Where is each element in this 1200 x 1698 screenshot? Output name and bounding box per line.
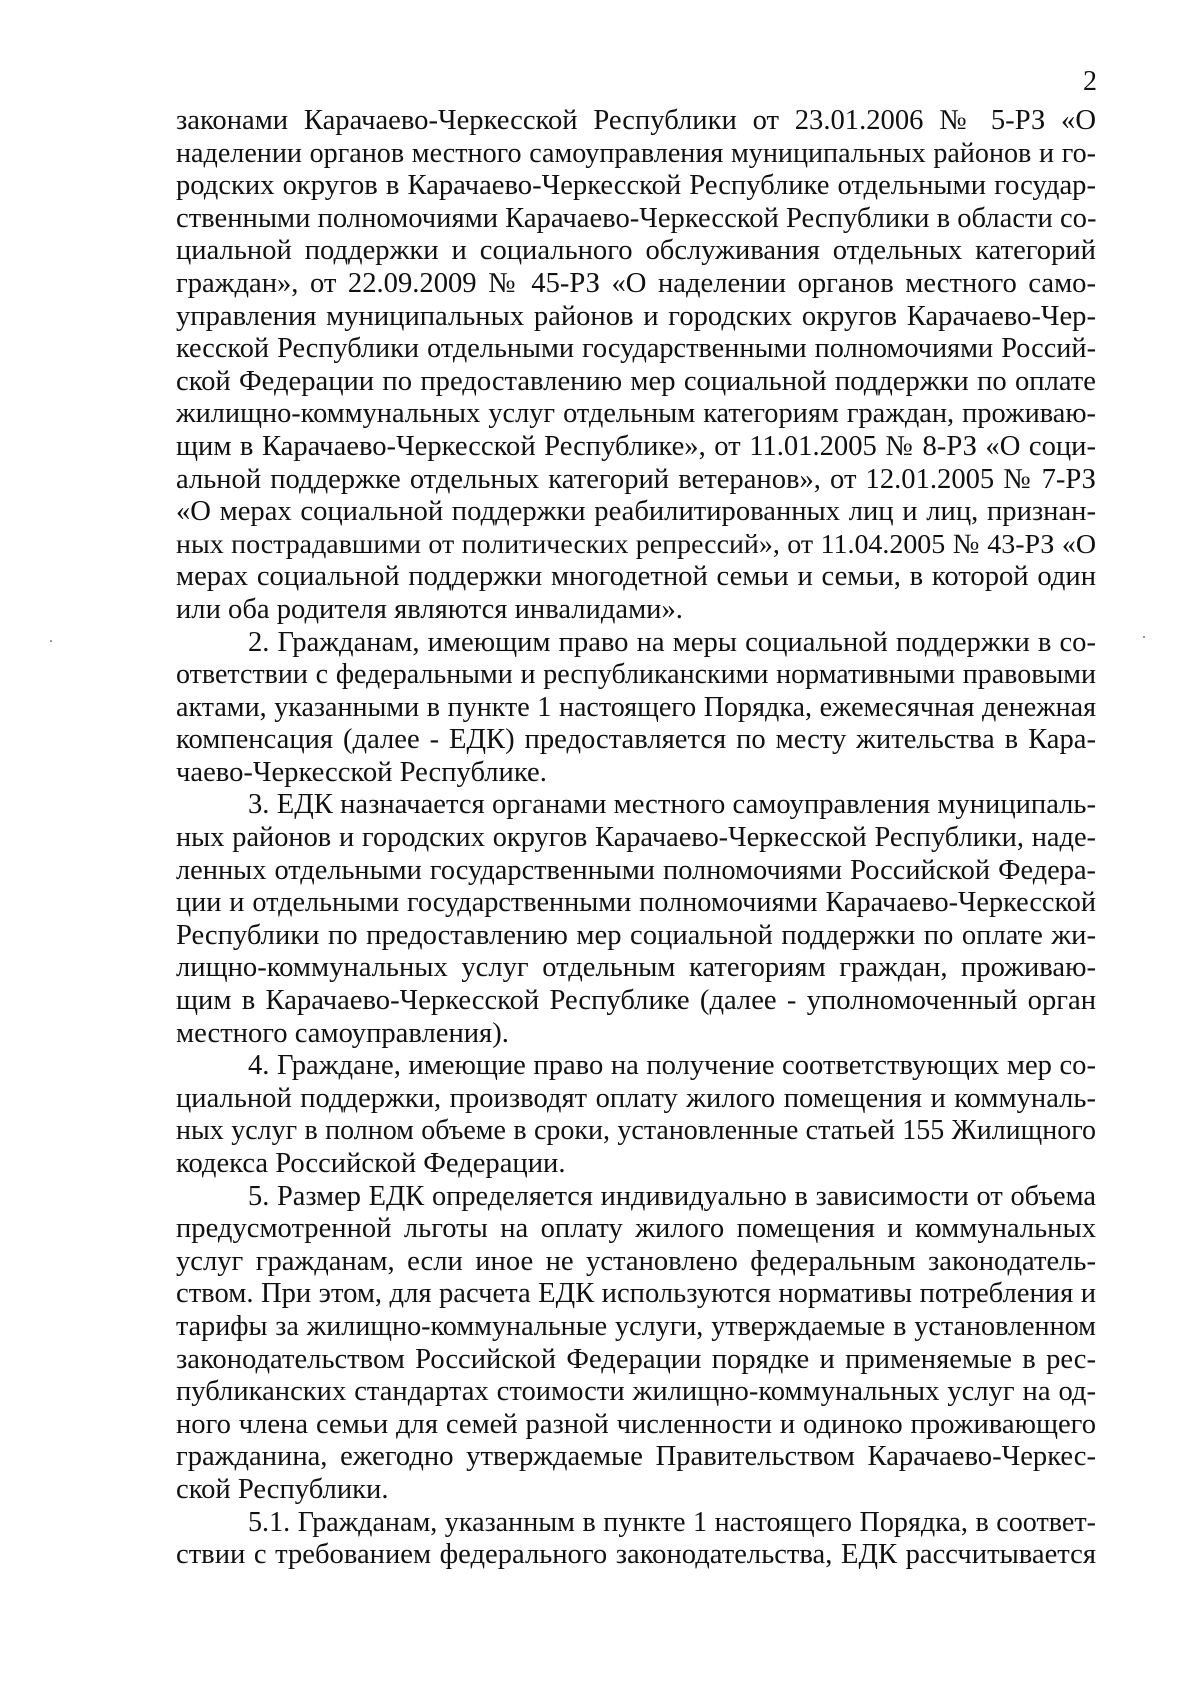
- text-line: 5.1. Гражданам, указанным в пункте 1 настоящего Порядка, в соответ-: [248, 1506, 1096, 1538]
- text-line: предусмотренной льготы на оплату жилого помещения и коммунальных: [176, 1213, 1096, 1245]
- text-line: ных пострадавшими от политических репрессий», от 11.04.2005 № 43-РЗ «О: [176, 528, 1096, 560]
- page-number: 2: [1083, 66, 1097, 97]
- text-line: ответствии с федеральными и республиканскими нормативными правовыми: [176, 659, 1096, 691]
- paragraph-1-continuation: [176, 105, 1096, 627]
- text-line: ных районов и городских округов Карачаево-Черкесской Республики, наде-: [176, 822, 1096, 854]
- text-line: тарифы за жилищно-коммунальные услуги, утверждаемые в установленном: [176, 1310, 1096, 1342]
- scan-speck: [1143, 636, 1145, 638]
- text-line: мерах социальной поддержки многодетной семьи и семьи, в которой один: [176, 561, 1096, 593]
- text-line: родских округов в Карачаево-Черкесской Республике отдельными государ-: [176, 170, 1096, 202]
- text-line: ской Республики.: [176, 1473, 389, 1505]
- text-line: жилищно-коммунальных услуг отдельным категориям граждан, проживаю-: [176, 398, 1096, 430]
- text-line: кесской Республики отдельными государственными полномочиями Россий-: [176, 333, 1096, 365]
- text-line: щим в Карачаево-Черкесской Республике», от 11.01.2005 № 8-РЗ «О соци-: [176, 430, 1096, 462]
- text-line: циальной поддержки и социального обслуживания отдельных категорий: [176, 235, 1096, 267]
- text-line: ленных отдельными государственными полномочиями Российской Федера-: [176, 854, 1096, 886]
- text-line: законодательством Российской Федерации порядке и применяемые в рес-: [176, 1343, 1096, 1375]
- text-line: 4. Граждане, имеющие право на получение соответствующих мер со-: [248, 1050, 1096, 1082]
- text-line: «О мерах социальной поддержки реабилитированных лиц и лиц, признан-: [176, 496, 1096, 528]
- text-line: чаево-Черкесской Республике.: [176, 756, 547, 788]
- paragraph-2: [176, 627, 1096, 790]
- paragraph-3: [176, 789, 1096, 1050]
- text-line: компенсация (далее - ЕДК) предоставляется по месту жительства в Кара-: [176, 724, 1096, 756]
- text-line: ных услуг в полном объеме в сроки, установленные статьей 155 Жилищного: [176, 1115, 1096, 1147]
- text-line: 5. Размер ЕДК определяется индивидуально в зависимости от объема: [248, 1180, 1096, 1212]
- text-line: 3. ЕДК назначается органами местного самоуправления муниципаль-: [248, 789, 1096, 821]
- text-line: циальной поддержки, производят оплату жилого помещения и коммуналь-: [176, 1082, 1096, 1114]
- text-line: ного члена семьи для семей разной численности и одиноко проживающего: [176, 1408, 1096, 1440]
- text-line: управления муниципальных районов и городских округов Карачаево-Чер-: [176, 300, 1096, 332]
- paragraph-4: [176, 1050, 1096, 1180]
- text-line: гражданина, ежегодно утверждаемые Правительством Карачаево-Черкес-: [176, 1441, 1096, 1473]
- text-line: ством. При этом, для расчета ЕДК используются нормативы потребления и: [176, 1278, 1096, 1310]
- text-line: лищно-коммунальных услуг отдельным категориям граждан, проживаю-: [176, 952, 1096, 984]
- text-line: щим в Карачаево-Черкесской Республике (далее - уполномоченный орган: [176, 985, 1096, 1017]
- text-line: актами, указанными в пункте 1 настоящего Порядка, ежемесячная денежная: [176, 691, 1096, 723]
- text-line: местного самоуправления).: [176, 1017, 509, 1049]
- paragraph-5: [176, 1181, 1096, 1507]
- document-body: [176, 105, 1096, 1572]
- text-line: ции и отдельными государственными полномочиями Карачаево-Черкесской: [176, 887, 1096, 919]
- text-line: ственными полномочиями Карачаево-Черкесской Республики в области со-: [176, 202, 1097, 234]
- text-line: граждан», от 22.09.2009 № 45-РЗ «О наделении органов местного само-: [176, 267, 1096, 299]
- text-line: ской Федерации по предоставлению мер социальной поддержки по оплате: [176, 365, 1096, 397]
- text-line: публиканских стандартах стоимости жилищно-коммунальных услуг на од-: [176, 1376, 1096, 1408]
- text-line: услуг гражданам, если иное не установлено федеральным законодатель-: [176, 1245, 1096, 1277]
- scan-speck: [50, 640, 52, 642]
- paragraph-5-1: [176, 1507, 1096, 1572]
- text-line: наделении органов местного самоуправления муниципальных районов и го-: [176, 137, 1096, 169]
- text-line: альной поддержке отдельных категорий ветеранов», от 12.01.2005 № 7-РЗ: [176, 463, 1096, 495]
- text-line: Республики по предоставлению мер социальной поддержки по оплате жи-: [176, 919, 1096, 951]
- text-line: 2. Гражданам, имеющим право на меры социальной поддержки в со-: [248, 626, 1096, 658]
- text-line: или оба родителя являются инвалидами».: [176, 593, 683, 625]
- text-line: законами Карачаево-Черкесской Республики от 23.01.2006 № 5-РЗ «О: [176, 105, 1096, 136]
- text-line: кодекса Российской Федерации.: [176, 1148, 566, 1179]
- text-line: ствии с требованием федерального законодательства, ЕДК рассчитывается: [176, 1539, 1096, 1571]
